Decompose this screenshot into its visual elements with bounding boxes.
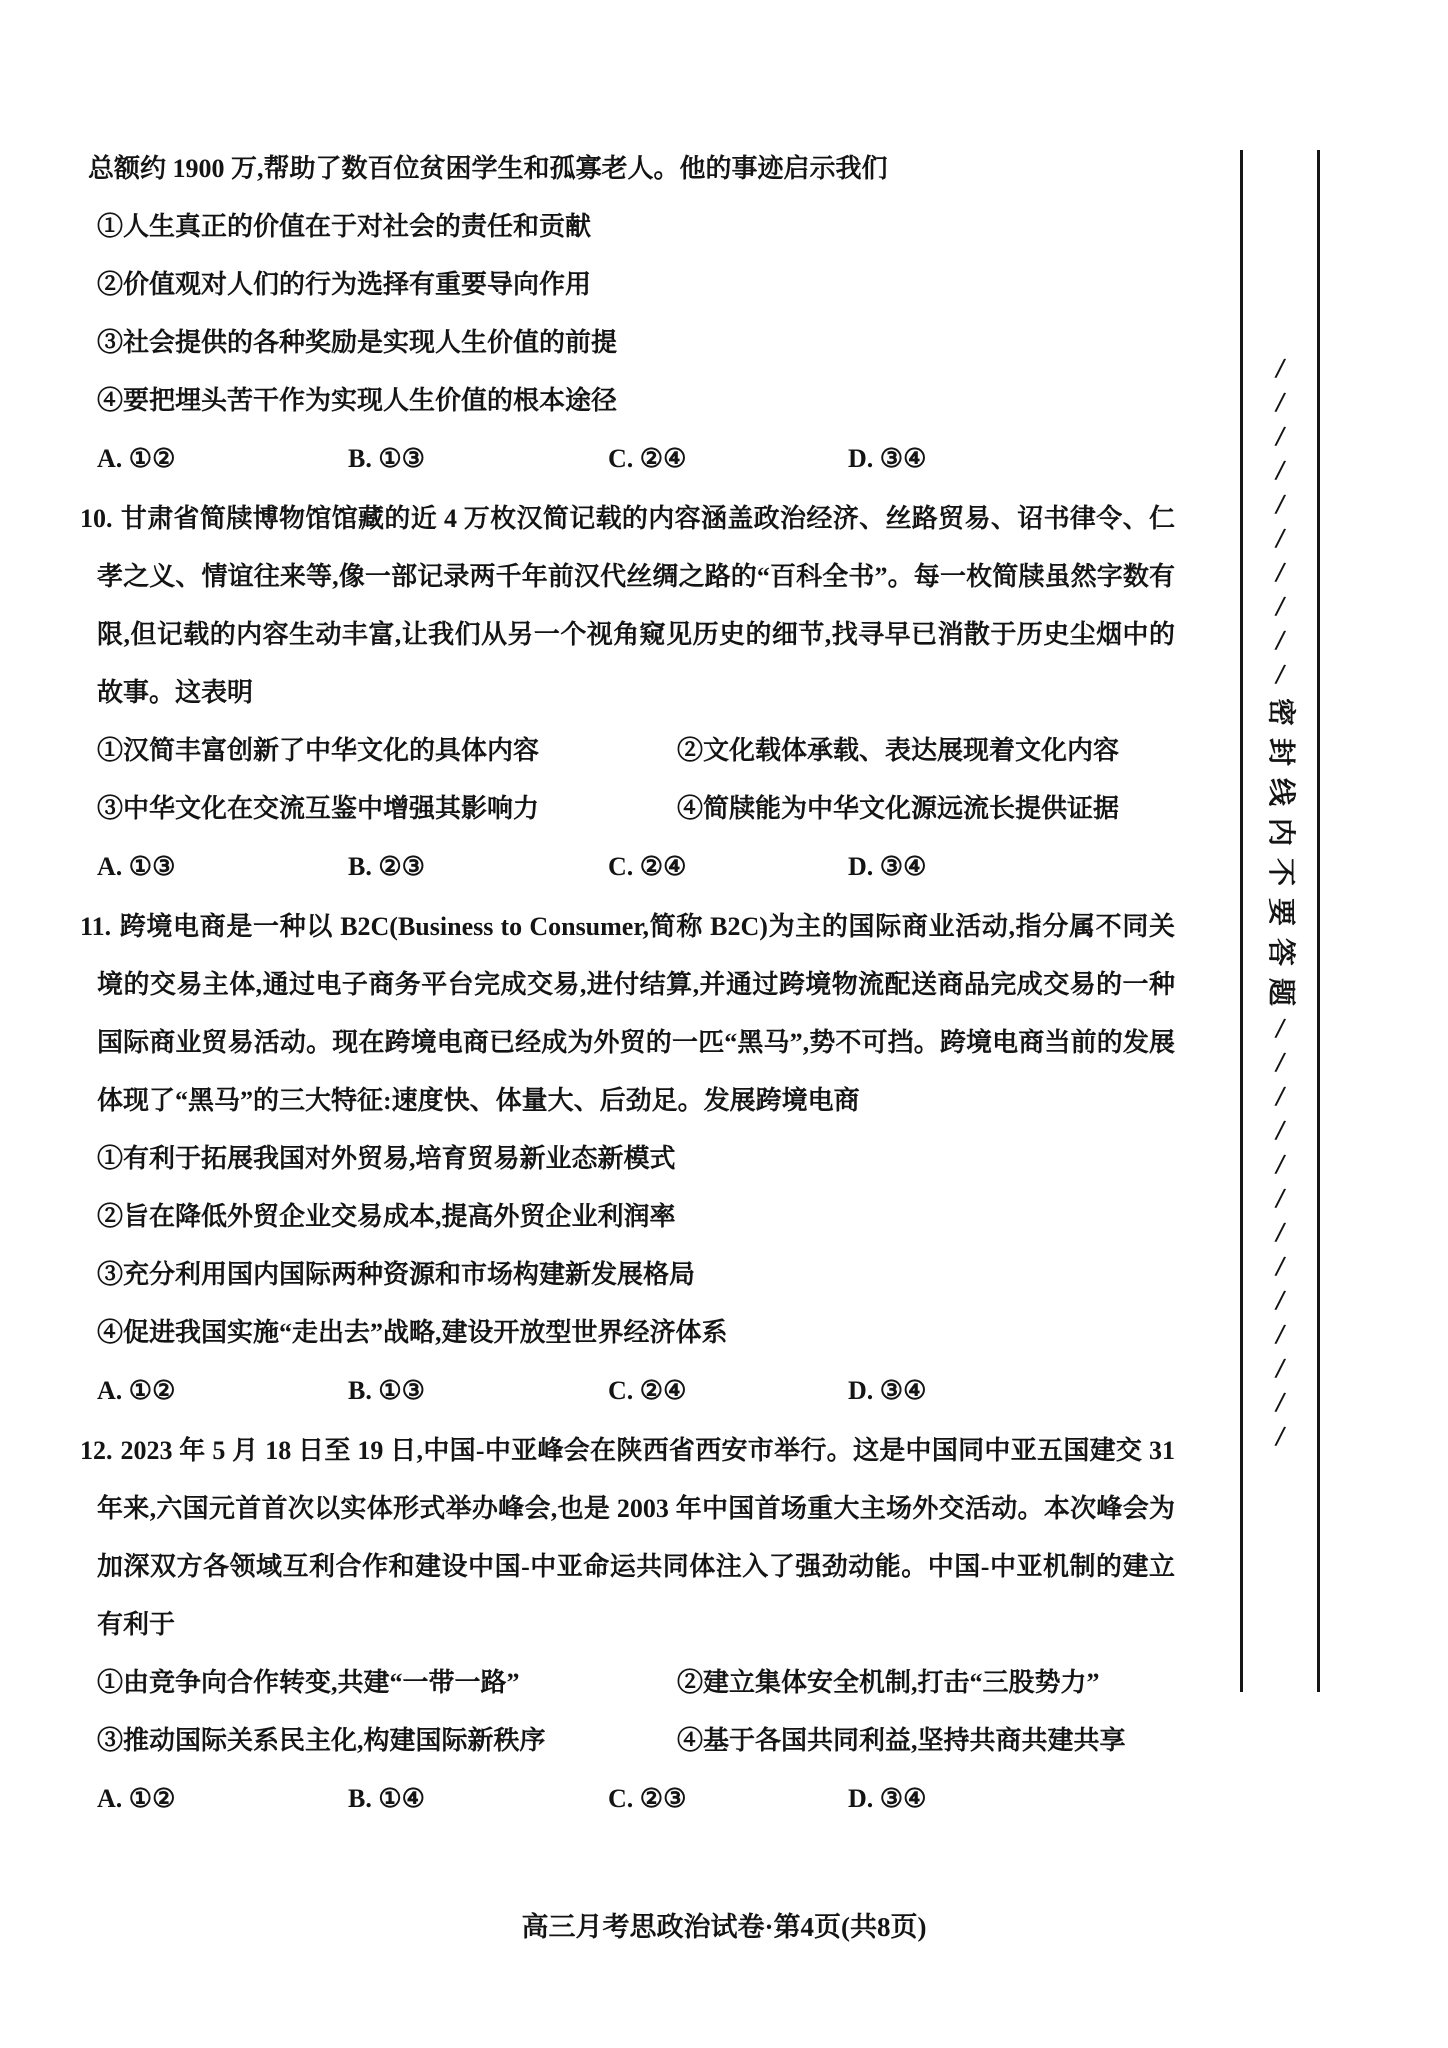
- question-11-option-c: C. ②④: [608, 1376, 687, 1405]
- question-10-items: [97, 722, 1175, 838]
- seal-slash: /: [1273, 1215, 1287, 1250]
- seal-text: [1266, 692, 1294, 1012]
- question-12-item-1: ①由竞争向合作转变,共建“一带一路”: [97, 1668, 520, 1697]
- seal-slash: /: [1273, 1283, 1287, 1318]
- seal-slash: /: [1273, 589, 1287, 624]
- question-11-stem: [80, 898, 1175, 1130]
- question-12-option-b: B. ①④: [348, 1784, 425, 1813]
- question-11-stem-text: 跨境电商是一种以 B2C(Business to Consumer,简称 B2C)为主的国际商业活动,指分属不同关境的交易主体,通过电子商务平台完成交易,进付结算,并通过跨境物流配送商品完成交易的一种国际商业贸易活动。现在跨境电商已经成为外贸的一匹“黑马”,势不可挡。跨境电商当前的发展体现了“黑马”的三大特征:速度快、体量大、后劲足。发展跨境电商: [97, 912, 1175, 1115]
- question-9-option-c: C. ②④: [608, 444, 687, 473]
- question-10-option-c: C. ②④: [608, 852, 687, 881]
- question-9-stem: [80, 140, 1175, 198]
- question-9-options: [97, 430, 1175, 488]
- seal-slash: /: [1273, 657, 1287, 692]
- question-12-option-c: C. ②③: [608, 1784, 687, 1813]
- seal-slash: /: [1273, 1045, 1287, 1080]
- question-11-options: [97, 1362, 1175, 1420]
- seal-slash: /: [1273, 555, 1287, 590]
- question-10: [80, 490, 1175, 896]
- question-11-item-1: ①有利于拓展我国对外贸易,培育贸易新业态新模式: [97, 1144, 676, 1173]
- question-10-options: [97, 838, 1175, 896]
- seal-text-char: 封: [1264, 737, 1296, 767]
- question-12-option-a: A. ①②: [97, 1784, 176, 1813]
- question-9-option-b: B. ①③: [348, 444, 425, 473]
- seal-band: [1240, 150, 1320, 1692]
- seal-slash: /: [1273, 453, 1287, 488]
- exam-page-content: [80, 140, 1175, 1830]
- question-12-item-2: ②建立集体安全机制,打击“三股势力”: [677, 1668, 1100, 1697]
- seal-top-slashes: [1273, 351, 1287, 692]
- seal-slash: /: [1273, 1181, 1287, 1216]
- question-11-item-4: ④促进我国实施“走出去”战略,建设开放型世界经济体系: [97, 1318, 728, 1347]
- seal-slash: /: [1273, 521, 1287, 556]
- seal-slash: /: [1273, 1317, 1287, 1352]
- question-12-items: [97, 1654, 1175, 1770]
- page-footer: 高三月考思政治试卷·第4页(共8页): [521, 1912, 927, 1942]
- seal-slash: /: [1273, 1419, 1287, 1454]
- question-10-item-2: ②文化载体承载、表达展现着文化内容: [677, 736, 1120, 765]
- question-11-number: 11.: [80, 912, 112, 941]
- question-10-option-d: D. ③④: [848, 852, 927, 881]
- question-12-item-4: ④基于各国共同利益,坚持共商共建共享: [677, 1726, 1126, 1755]
- question-10-option-a: A. ①③: [97, 852, 176, 881]
- seal-slash: /: [1273, 1351, 1287, 1386]
- seal-slash: /: [1273, 487, 1287, 522]
- question-11-option-d: D. ③④: [848, 1376, 927, 1405]
- question-11-items: [97, 1130, 1175, 1362]
- question-10-number: 10.: [80, 504, 113, 533]
- seal-slash: /: [1273, 1147, 1287, 1182]
- question-11: [80, 898, 1175, 1420]
- seal-text-char: 不: [1264, 857, 1296, 887]
- question-9-option-d: D. ③④: [848, 444, 927, 473]
- seal-bottom-slashes: [1273, 1011, 1287, 1454]
- seal-text-char: 题: [1264, 977, 1296, 1007]
- seal-slash: /: [1273, 1113, 1287, 1148]
- question-10-item-3: ③中华文化在交流互鉴中增强其影响力: [97, 794, 540, 823]
- question-9-stem-text: 总额约 1900 万,帮助了数百位贫困学生和孤寡老人。他的事迹启示我们: [88, 154, 888, 183]
- question-9-item-2: ②价值观对人们的行为选择有重要导向作用: [97, 270, 592, 299]
- question-9-items: [97, 198, 1175, 430]
- seal-slash: /: [1273, 623, 1287, 658]
- question-10-option-b: B. ②③: [348, 852, 425, 881]
- question-10-stem: [80, 490, 1175, 722]
- question-11-option-a: A. ①②: [97, 1376, 176, 1405]
- question-10-item-1: ①汉简丰富创新了中华文化的具体内容: [97, 736, 540, 765]
- question-12-number: 12.: [80, 1436, 113, 1465]
- seal-band-content: [1240, 150, 1320, 1692]
- question-9-item-1: ①人生真正的价值在于对社会的责任和贡献: [97, 212, 592, 241]
- seal-slash: /: [1273, 351, 1287, 386]
- question-11-item-3: ③充分利用国内国际两种资源和市场构建新发展格局: [97, 1260, 696, 1289]
- question-9-option-a: A. ①②: [97, 444, 176, 473]
- seal-text-char: 线: [1264, 777, 1296, 807]
- seal-text-char: 要: [1264, 897, 1296, 927]
- question-9-item-4: ④要把埋头苦干作为实现人生价值的根本途径: [97, 386, 618, 415]
- question-12-item-3: ③推动国际关系民主化,构建国际新秩序: [97, 1726, 546, 1755]
- seal-slash: /: [1273, 1385, 1287, 1420]
- question-9-item-3: ③社会提供的各种奖励是实现人生价值的前提: [97, 328, 618, 357]
- question-11-option-b: B. ①③: [348, 1376, 425, 1405]
- question-12: [80, 1422, 1175, 1828]
- seal-text-char: 密: [1264, 697, 1296, 727]
- question-12-option-d: D. ③④: [848, 1784, 927, 1813]
- question-12-options: [97, 1770, 1175, 1828]
- question-12-stem-text: 2023 年 5 月 18 日至 19 日,中国-中亚峰会在陕西省西安市举行。这是中国同中亚五国建交 31 年来,六国元首首次以实体形式举办峰会,也是 2003 年中国首场重大主场外交活动。本次峰会为加深双方各领域互利合作和建设中国-中亚命运共同体注入了强劲动能。中国-中亚机制的建立有利于: [97, 1436, 1175, 1639]
- question-10-stem-text: 甘肃省简牍博物馆馆藏的近 4 万枚汉简记载的内容涵盖政治经济、丝路贸易、诏书律令、仁孝之义、情谊往来等,像一部记录两千年前汉代丝绸之路的“百科全书”。每一枚简牍虽然字数有限,但记载的内容生动丰富,让我们从另一个视角窥见历史的细节,找寻早已消散于历史尘烟中的故事。这表明: [97, 504, 1175, 707]
- question-11-item-2: ②旨在降低外贸企业交易成本,提高外贸企业利润率: [97, 1202, 676, 1231]
- seal-slash: /: [1273, 1249, 1287, 1284]
- question-12-stem: [80, 1422, 1175, 1654]
- seal-slash: /: [1273, 385, 1287, 420]
- seal-slash: /: [1273, 1011, 1287, 1046]
- question-9: [80, 140, 1175, 488]
- seal-slash: /: [1273, 419, 1287, 454]
- seal-slash: /: [1273, 1079, 1287, 1114]
- seal-text-char: 内: [1264, 817, 1296, 847]
- question-10-item-4: ④简牍能为中华文化源远流长提供证据: [677, 794, 1120, 823]
- seal-text-char: 答: [1264, 937, 1296, 967]
